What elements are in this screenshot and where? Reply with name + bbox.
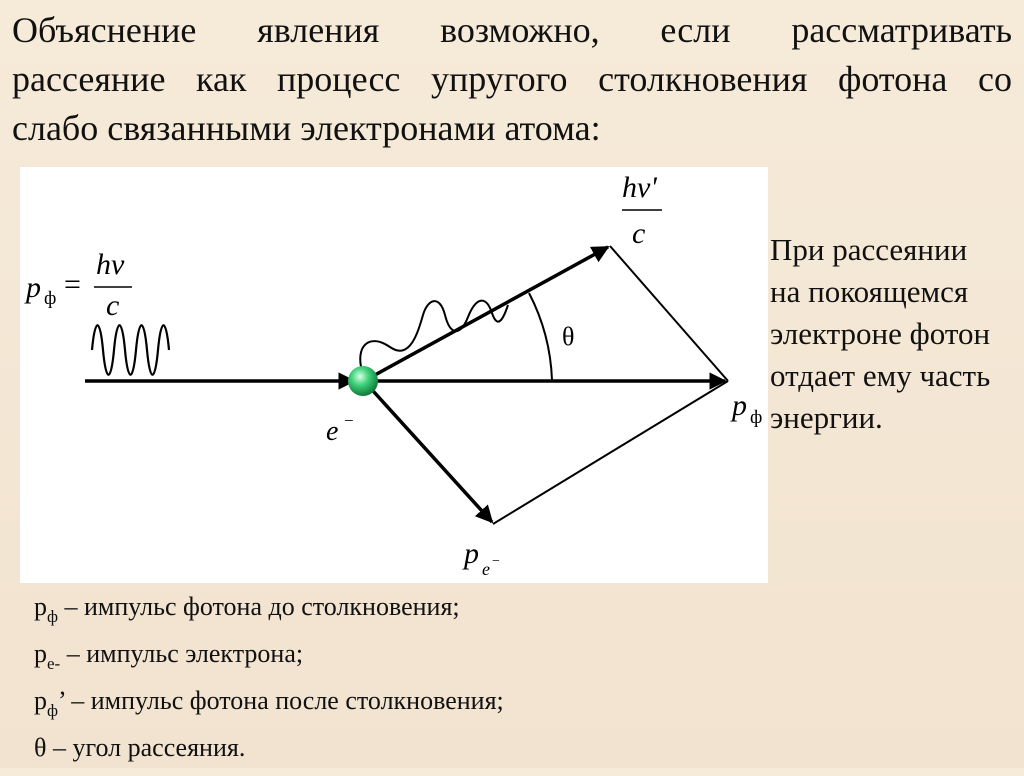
electron-label (326, 411, 354, 447)
angle-arc (529, 293, 552, 380)
parallelogram-side-top (610, 246, 728, 381)
hv-prime-num: hν' (622, 171, 657, 204)
pf-label-p: p (732, 389, 747, 422)
definition-row (34, 588, 504, 635)
definition-text: – импульс фотона до столкновения; (58, 592, 460, 621)
side-note-line-1: При рассеянии (770, 232, 968, 267)
pf-eq-sub: ф (44, 288, 57, 309)
side-note-line-5: энергии. (770, 400, 883, 435)
side-note-line-2: на покоящемся (770, 274, 969, 309)
intro-text (12, 6, 1012, 153)
definition-symbol: θ (34, 733, 47, 762)
electron-label-sup: − (344, 411, 354, 430)
definition-symbol: p (34, 686, 47, 715)
definition-text: – импульс электрона; (60, 639, 304, 668)
scattered-photon-arrow (364, 247, 608, 381)
scattered-wave (360, 301, 508, 371)
definition-subscript: ф (47, 701, 59, 720)
definition-symbol: p (34, 639, 47, 668)
compton-diagram-panel (20, 167, 768, 583)
intro-line-2: рассеяние как процесс упругого столкновения фотона со (12, 59, 1012, 99)
definition-symbol: p (34, 592, 47, 621)
pf-label (730, 389, 762, 428)
definition-row (34, 635, 504, 682)
definitions-list (34, 588, 504, 776)
electron-momentum-arrow (364, 381, 492, 522)
side-note (770, 229, 1020, 439)
pe-label (462, 537, 500, 579)
intro-line-1: Объяснение явления возможно, если рассматривать (12, 10, 1012, 50)
definition-subscript: e- (47, 654, 61, 673)
side-note-line-4: отдает ему часть (770, 358, 991, 393)
pe-label-sup: − (492, 554, 500, 569)
pf-eq-hv: hν (96, 248, 125, 281)
definition-row (34, 729, 504, 776)
intro-line-3: слабо связанными электронами атома: (12, 108, 601, 148)
pf-eq-sign: = (64, 268, 81, 301)
pf-eq-p: p (26, 271, 41, 304)
pf-label-sub: ф (750, 407, 763, 428)
side-note-line-3: электроне фотон (770, 316, 991, 351)
incident-wave (92, 325, 169, 375)
pf-eq-c: c (106, 289, 120, 322)
pe-label-p: p (464, 537, 479, 570)
hv-prime-den: c (632, 217, 646, 250)
definition-row (34, 682, 504, 729)
parallelogram-side-bottom (493, 381, 728, 524)
electron-dot (348, 366, 378, 396)
pe-label-sub: e (482, 559, 490, 579)
definition-text: – угол рассеяния. (46, 733, 246, 762)
definition-subscript: ф (47, 607, 59, 626)
theta-label: θ (562, 322, 575, 351)
pf-equation-label (24, 248, 132, 322)
definition-text: ’ – импульс фотона после столкновения; (58, 686, 504, 715)
hv-prime-label (622, 171, 662, 250)
compton-diagram (20, 167, 768, 583)
electron-label-e: e (326, 416, 339, 447)
